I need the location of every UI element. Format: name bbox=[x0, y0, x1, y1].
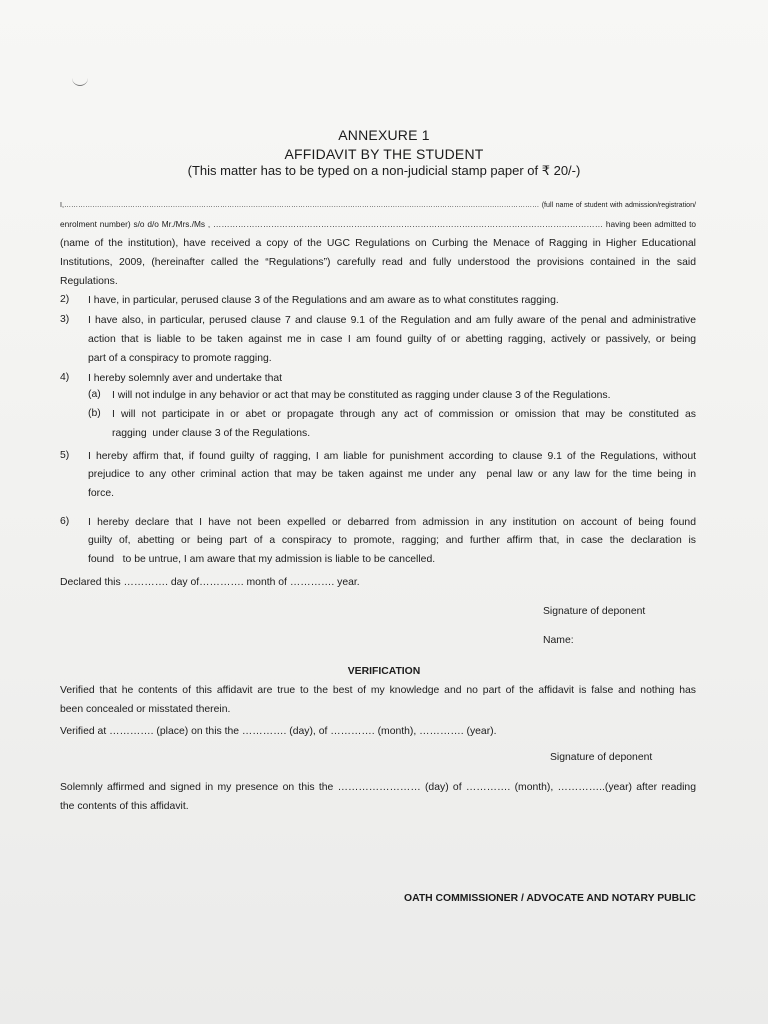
oath-commissioner: OATH COMMISSIONER / ADVOCATE AND NOTARY PUBLIC bbox=[404, 893, 696, 904]
clause2-line1: I have, in particular, perused clause 3 of the Regulations and am aware as to what constitutes ragging. bbox=[88, 295, 559, 306]
clause6-number: 6) bbox=[60, 516, 70, 527]
clause3-number: 3) bbox=[60, 314, 70, 325]
verification-heading: VERIFICATION bbox=[347, 666, 421, 677]
affidavit-title: AFFIDAVIT BY THE STUDENT bbox=[284, 146, 484, 162]
verification-line1: Verified that he contents of this affidavit are true to the best of my knowledge and no part of the affidavit is false and nothing has bbox=[60, 685, 696, 696]
clause4-number: 4) bbox=[60, 372, 70, 383]
pen-mark bbox=[72, 74, 88, 86]
para1-line1: I,………………………………………………………………………………………………………………………………………………………………………………… (full name of student with admission/registration/ bbox=[60, 201, 696, 209]
para1-line2: enrolment number) s/o d/o Mr./Mrs./Ms , …………………………………………………………………………………………………………………………… having been admitted to bbox=[60, 219, 696, 229]
para1-line4: Institutions, 2009, (hereinafter called the “Regulations”) carefully read and fully understood the provisions contained in the said bbox=[60, 257, 696, 268]
clause6-line3: found to be untrue, I am aware that my admission is liable to be cancelled. bbox=[88, 554, 436, 565]
stamp-paper-note: (This matter has to be typed on a non-judicial stamp paper of ₹ 20/-) bbox=[187, 163, 581, 178]
clause3-line1: I have also, in particular, perused clause 7 and clause 9.1 of the Regulation and am fully aware of the penal and administrative bbox=[88, 315, 696, 326]
clause5-line2: prejudice to any other criminal action that may be taken against me under any penal law or any law for the time being in bbox=[88, 469, 696, 480]
clause2-number: 2) bbox=[60, 294, 70, 305]
signature-of-deponent-1: Signature of deponent bbox=[543, 606, 646, 617]
signature-of-deponent-2: Signature of deponent bbox=[550, 752, 653, 763]
clause5-line3: force. bbox=[88, 488, 114, 499]
clause4-b-label: (b) bbox=[88, 408, 101, 419]
para1-line3: (name of the institution), have received a copy of the UGC Regulations on Curbing the Menace of Ragging in Higher Educational bbox=[60, 238, 696, 249]
clause6-line2: guilty of, abetting or being part of a conspiracy to promote, ragging; and further affirm that, in case the declaration is bbox=[88, 535, 696, 546]
clause5-number: 5) bbox=[60, 450, 70, 461]
clause5-line1: I hereby affirm that, if found guilty of ragging, I am liable for punishment according to clause 9.1 of the Regulations, without bbox=[88, 451, 696, 462]
solemnly-line1: Solemnly affirmed and signed in my presence on this the …………………… (day) of …………. (month), …………..(year) after reading bbox=[60, 782, 696, 793]
clause4-a-text: I will not indulge in any behavior or act that may be constituted as ragging under clause 3 of the Regulations. bbox=[112, 390, 611, 401]
para1-line5: Regulations. bbox=[60, 276, 118, 287]
clause4-b-line2: ragging under clause 3 of the Regulations. bbox=[112, 428, 311, 439]
clause4-a-label: (a) bbox=[88, 389, 101, 400]
verified-at-line: Verified at …………. (place) on this the …………. (day), of …………. (month), …………. (year). bbox=[60, 726, 497, 737]
clause4-b-line1: I will not participate in or abet or propagate through any act of commission or omission that may be constituted as bbox=[112, 409, 696, 420]
verification-line2: been concealed or misstated therein. bbox=[60, 704, 231, 715]
solemnly-line2: the contents of this affidavit. bbox=[60, 801, 189, 812]
clause4-intro: I hereby solemnly aver and undertake that bbox=[88, 373, 283, 384]
clause6-line1: I hereby declare that I have not been expelled or debarred from admission in any institution on account of being found bbox=[88, 517, 696, 528]
annexure-title: ANNEXURE 1 bbox=[338, 127, 430, 143]
name-label: Name: bbox=[543, 635, 574, 646]
clause3-line3: part of a conspiracy to promote ragging. bbox=[88, 353, 272, 364]
clause3-line2: action that is liable to be taken against me in case I am found guilty of or abetting ragging, actively or passively, or being bbox=[88, 334, 696, 345]
declared-line: Declared this …………. day of…………. month of …………. year. bbox=[60, 577, 360, 588]
